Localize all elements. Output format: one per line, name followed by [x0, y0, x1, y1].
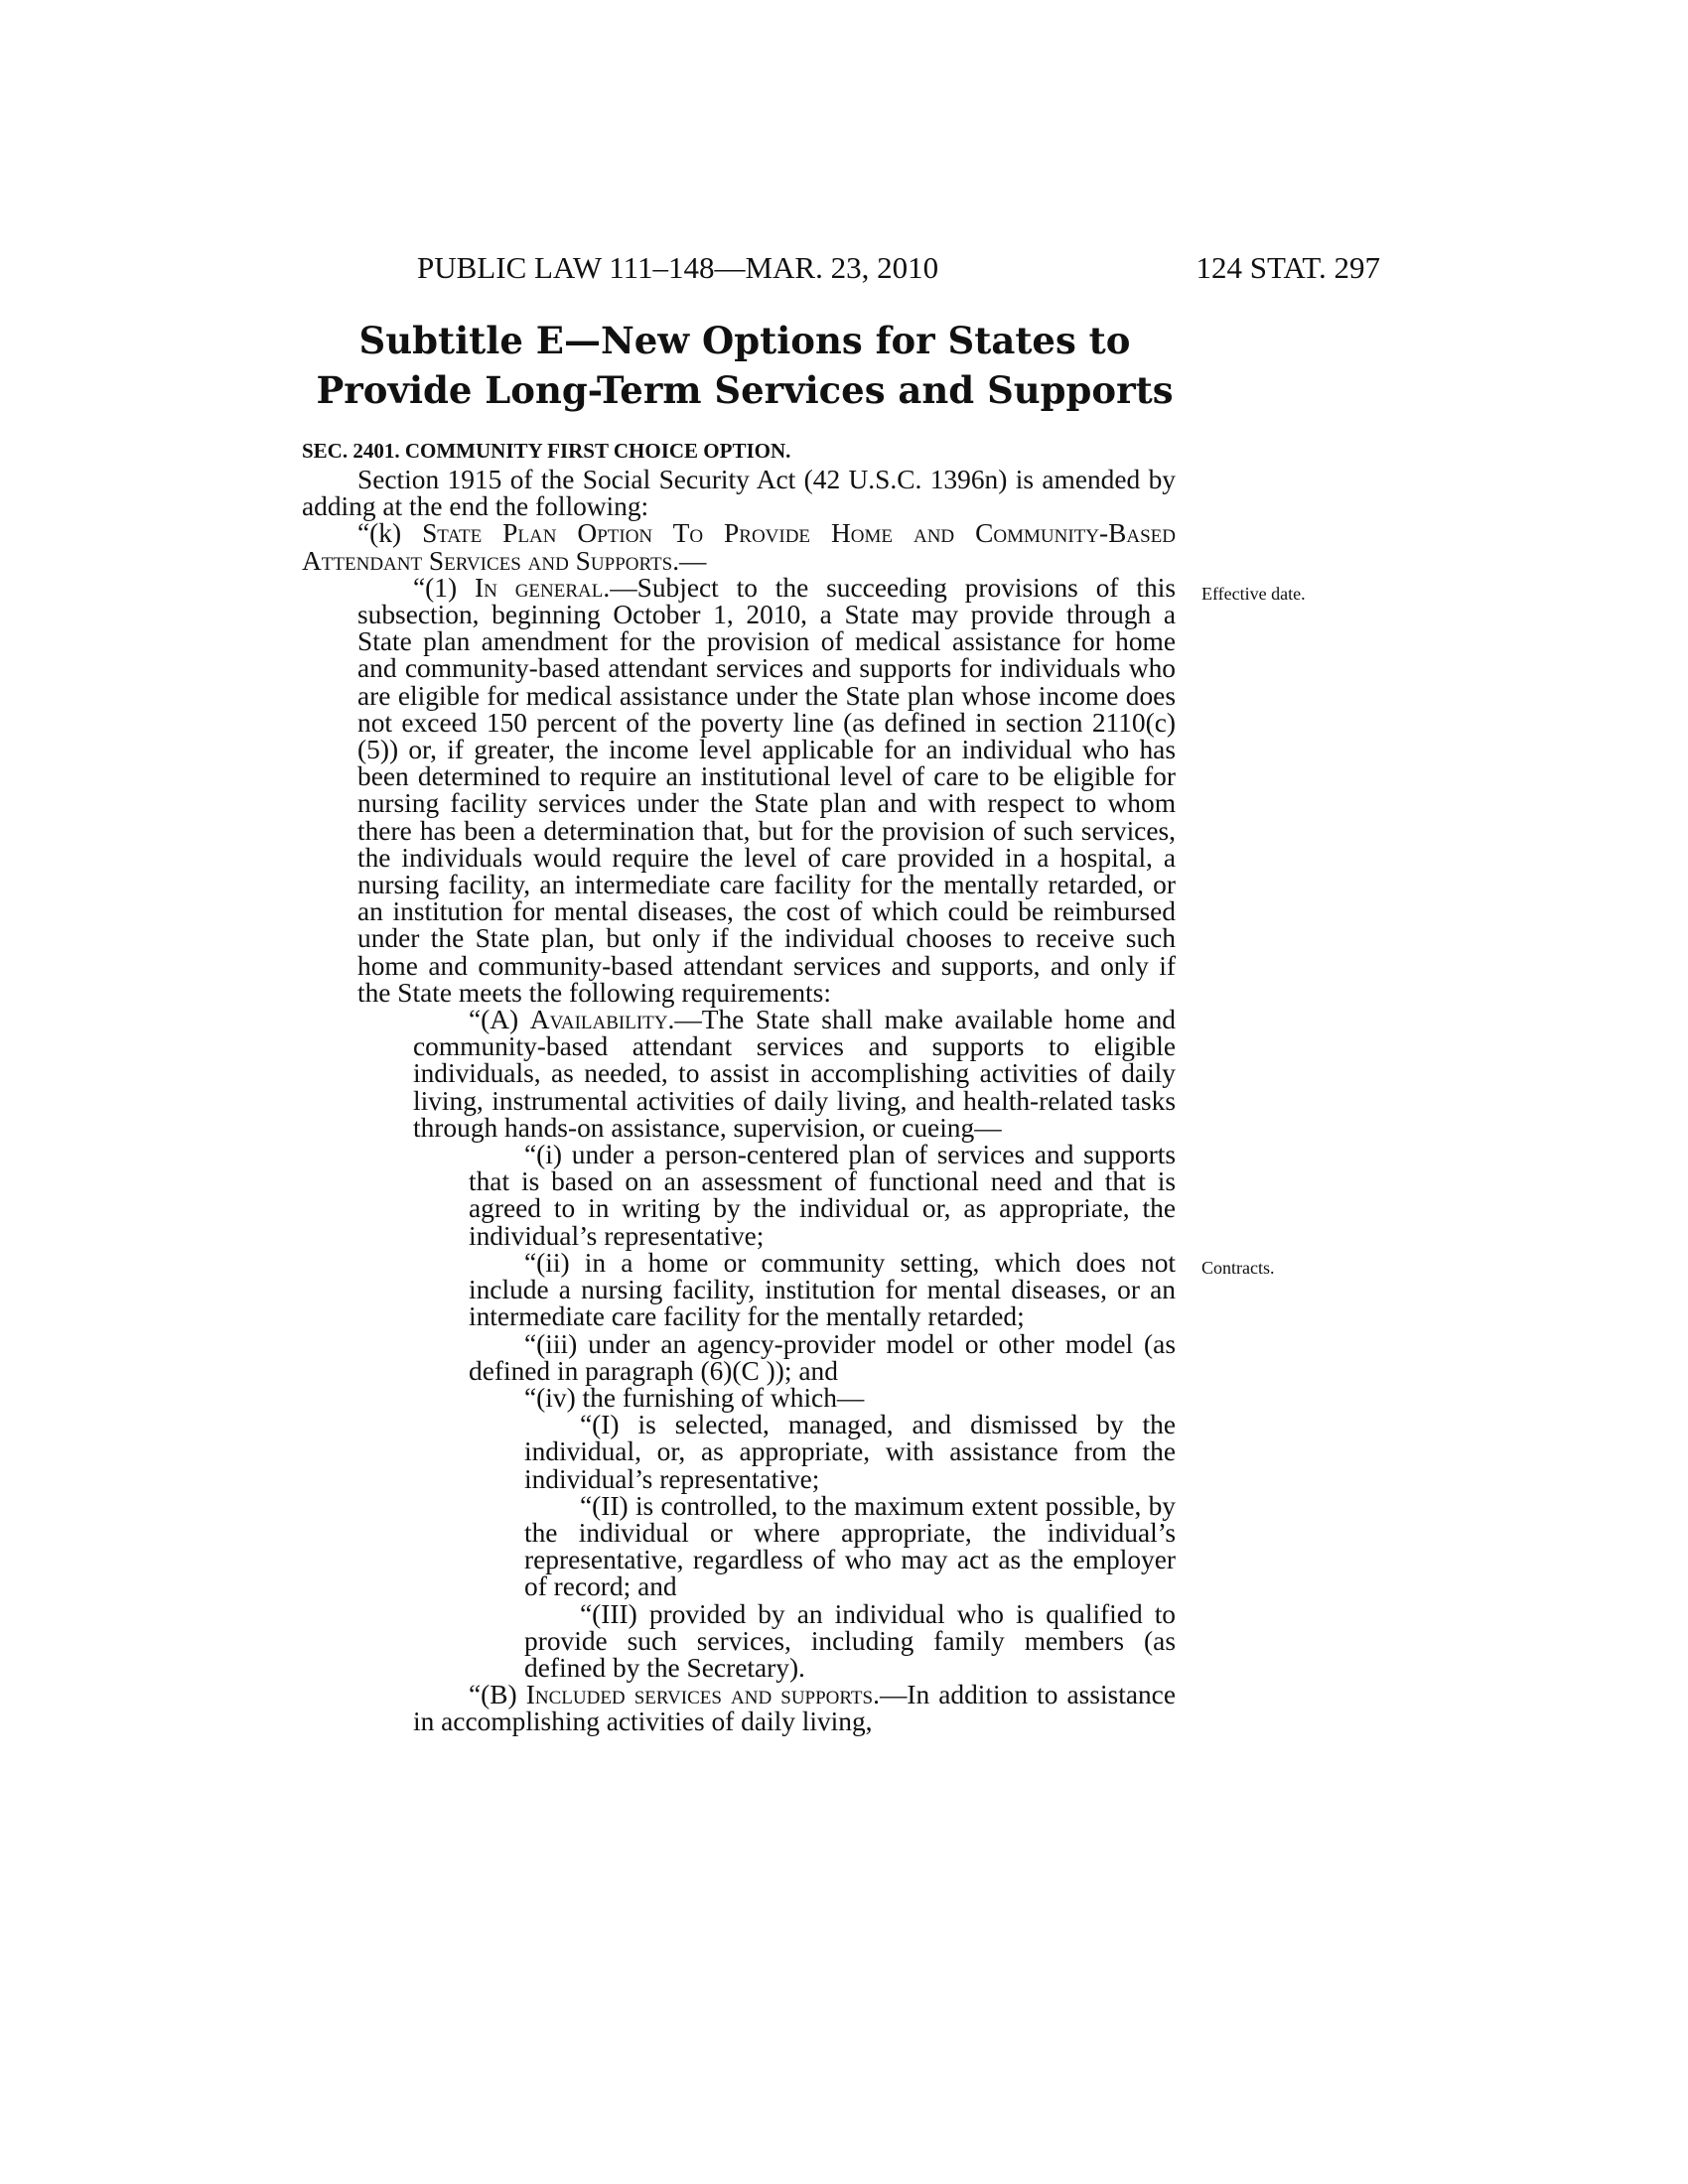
subparagraph-b-heading: Included services and supports [525, 1680, 874, 1710]
subclause-I: “(I) is selected, managed, and dismissed by the individual, or, as appropriate, with assistance from the individual’s representative; [524, 1410, 1176, 1494]
paragraph-1-text: .—Subject to the succeeding provisions of this subsection, beginning October 1, 2010, a State may provide through a State plan amendment for the provision of medical assistance for home and community-based attendant services and supports for individuals who are eligible for medical assistance under the State plan whose income does not exceed 150 percent of the poverty line (as defined in section 2110(c)(5)) or, if greater, the income level applicable for an individual who has been determined to require an institutional level of care to be eligible for nursing facility services under the State plan and with respect to whom there has been a determination that, but for the provision of such services, the individuals would require the level of care provided in a hospital, a nursing facility, an intermediate care facility for the mentally retarded, or an institution for mental diseases, the cost of which could be reimbursed under the State plan, but only if the individual chooses to receive such home and community-based attendant services and supports, and only if the State meets the following requirements: [357, 572, 1176, 1008]
subclause-II: “(II) is controlled, to the maximum extent possible, by the individual or where appropriate, the individual’s representative, regardless of who may act as the employer of record; and [524, 1490, 1176, 1602]
section-heading: SEC. 2401. COMMUNITY FIRST CHOICE OPTION. [302, 439, 791, 463]
subsection-k-heading: State Plan Option To Provide Home and Community-Based Attendant Services and Supports [302, 518, 1176, 576]
margin-note-contracts: Contracts. [1201, 1258, 1275, 1278]
running-head-law: PUBLIC LAW 111–148—MAR. 23, 2010 [417, 250, 939, 285]
subtitle-line-1: Subtitle E—New Options for States to [358, 319, 1131, 362]
intro-paragraph: Section 1915 of the Social Security Act (42 U.S.C. 1396n) is amended by adding at the end the following: [302, 465, 1176, 522]
subparagraph-a-text: .—The State shall make available home and community-based attendant services and supports to eligible individuals, as needed, to assist in accomplishing activities of daily living, instrumental activities of daily living, and health-related tasks through hands-on assistance, supervision, or cueing— [413, 1005, 1177, 1143]
clause-i: “(i) under a person-centered plan of services and supports that is based on an assessment of functional need and that is agreed to in writing by the individual or, as appropriate, the individual’s representative; [469, 1140, 1176, 1251]
paragraph-1 [302, 572, 1176, 1008]
subparagraph-b [302, 1682, 1176, 1735]
clause-ii: “(ii) in a home or community setting, which does not include a nursing facility, institution for mental diseases, or an intermediate care facility for the mentally retarded; [469, 1247, 1176, 1332]
clause-iv: “(iv) the furnishing of which— [524, 1382, 865, 1413]
subparagraph-a-heading: Availability [529, 1005, 668, 1035]
subsection-k-lead: “(k) [357, 518, 423, 549]
subparagraph-b-lead: “(B) [469, 1680, 526, 1710]
subtitle-line-2: Provide Long-Term Services and Supports [316, 368, 1174, 412]
paragraph-1-lead: “(1) [413, 572, 475, 603]
subclause-III: “(III) provided by an individual who is qualified to provide such services, including family members (as defined by the Secretary). [524, 1598, 1176, 1683]
margin-note-effective-date: Effective date. [1201, 584, 1306, 604]
clause-iii: “(iii) under an agency-provider model or other model (as defined in paragraph (6)(C )); and [469, 1328, 1176, 1386]
running-head-stat: 124 STAT. 297 [1196, 250, 1380, 285]
subparagraph-a-lead: “(A) [469, 1005, 530, 1035]
statute-body [302, 467, 1176, 1736]
paragraph-1-heading: In general [474, 572, 604, 603]
subparagraph-b-text: .—In addition to assistance in accomplishing activities of daily living, [413, 1680, 1176, 1737]
subsection-k-tail: .— [672, 545, 707, 576]
subtitle-heading [298, 316, 1192, 415]
subsection-k [302, 520, 1176, 574]
subparagraph-a [302, 1007, 1176, 1142]
